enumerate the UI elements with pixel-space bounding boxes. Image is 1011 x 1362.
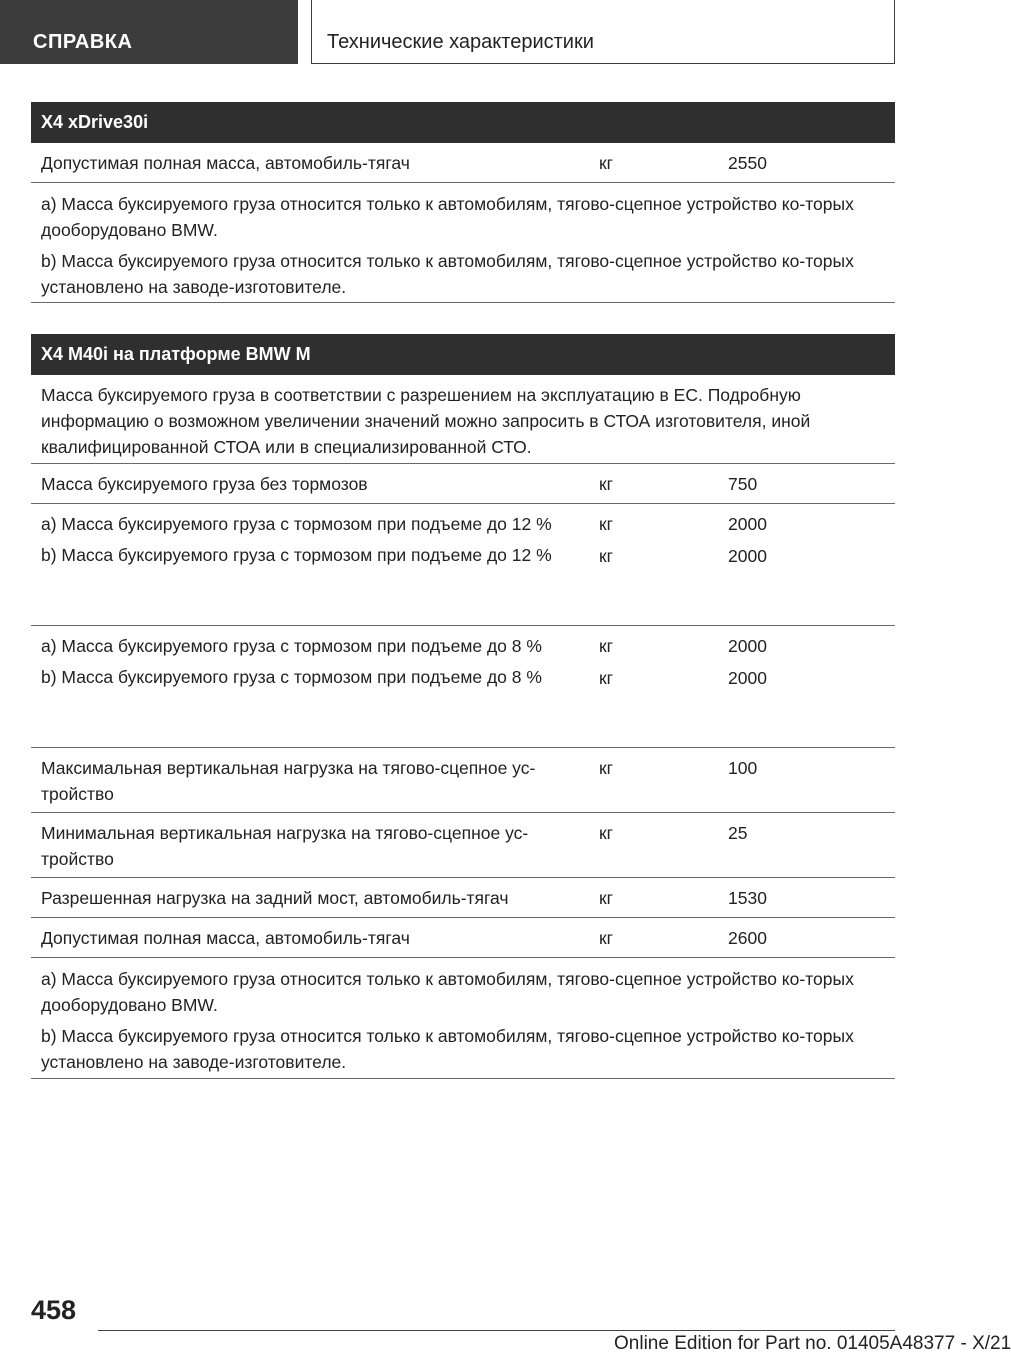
row-unit: кг bbox=[599, 823, 614, 843]
row-label: Разрешенная нагрузка на задний мост, автомобиль-тягач bbox=[41, 888, 509, 908]
row-unit: кг bbox=[599, 474, 614, 494]
row-unit: кг bbox=[599, 888, 614, 908]
footnote-b: b) Масса буксируемого груза относится только к автомобилям, тягово-сцепное устройство ко-торых установлено на заводе-изготовителе. bbox=[41, 251, 854, 297]
row-value: 25 bbox=[728, 823, 748, 843]
table-row bbox=[31, 813, 895, 878]
footer-edition-text: Online Edition for Part no. 01405A48377 - X/21 bbox=[614, 1333, 1011, 1354]
footnotes bbox=[31, 958, 895, 1079]
spec-block-xdrive30i bbox=[31, 102, 895, 303]
table-row bbox=[31, 464, 895, 504]
row-label: Допустимая полная масса, автомобиль-тягач bbox=[41, 153, 410, 173]
row-unit-a: кг bbox=[599, 514, 614, 534]
row-value-b: 2000 bbox=[728, 546, 767, 566]
row-label: Масса буксируемого груза без тормозов bbox=[41, 474, 368, 494]
footnote-a: a) Масса буксируемого груза относится только к автомобилям, тягово-сцепное устройство ко-торых дооборудовано BMW. bbox=[41, 194, 854, 240]
block-title: X4 xDrive30i bbox=[31, 102, 895, 143]
spec-block-m40i bbox=[31, 334, 895, 1079]
row-value: 2550 bbox=[728, 153, 767, 173]
row-label-a: a) Масса буксируемого груза с тормозом при подъеме до 12 % bbox=[41, 514, 552, 534]
footnote-b: b) Масса буксируемого груза относится только к автомобилям, тягово-сцепное устройство ко-торых установлено на заводе-изготовителе. bbox=[41, 1026, 854, 1072]
row-unit-b: кг bbox=[599, 668, 614, 688]
row-unit-b: кг bbox=[599, 546, 614, 566]
intro-text-row bbox=[31, 375, 895, 464]
table-row bbox=[31, 143, 895, 183]
row-value: 750 bbox=[728, 474, 758, 494]
block-title: X4 M40i на платформе BMW M bbox=[31, 334, 895, 375]
row-value: 1530 bbox=[728, 888, 767, 908]
row-label: Максимальная вертикальная нагрузка на тягово-сцепное ус-тройство bbox=[41, 758, 536, 804]
footnotes bbox=[31, 183, 895, 303]
row-value: 100 bbox=[728, 758, 758, 778]
header-section-tab: СПРАВКА bbox=[0, 0, 298, 64]
row-value-b: 2000 bbox=[728, 668, 767, 688]
footer-divider bbox=[98, 1330, 895, 1331]
table-row bbox=[31, 878, 895, 918]
footnote-a: a) Масса буксируемого груза относится только к автомобилям, тягово-сцепное устройство ко-торых дооборудовано BMW. bbox=[41, 969, 854, 1015]
header-chapter-title: Технические характеристики bbox=[311, 0, 895, 64]
row-label: Минимальная вертикальная нагрузка на тягово-сцепное ус-тройство bbox=[41, 823, 529, 869]
row-unit: кг bbox=[599, 153, 614, 173]
intro-text: Масса буксируемого груза в соответствии с разрешением на эксплуатацию в ЕС. Подробную информацию о возможном увеличении значений можно запросить в СТОА изготовителя, иной квалифицированной СТОА или в специализированной СТО. bbox=[41, 385, 811, 457]
table-row bbox=[31, 504, 895, 626]
row-unit: кг bbox=[599, 928, 614, 948]
table-row bbox=[31, 626, 895, 748]
row-value-a: 2000 bbox=[728, 636, 767, 656]
table-row bbox=[31, 918, 895, 958]
row-label-b: b) Масса буксируемого груза с тормозом при подъеме до 8 % bbox=[41, 667, 542, 687]
table-row bbox=[31, 748, 895, 813]
row-label-a: a) Масса буксируемого груза с тормозом при подъеме до 8 % bbox=[41, 636, 542, 656]
row-label: Допустимая полная масса, автомобиль-тягач bbox=[41, 928, 410, 948]
row-unit: кг bbox=[599, 758, 614, 778]
row-unit-a: кг bbox=[599, 636, 614, 656]
row-value-a: 2000 bbox=[728, 514, 767, 534]
row-value: 2600 bbox=[728, 928, 767, 948]
page-number: 458 bbox=[31, 1295, 77, 1325]
row-label-b: b) Масса буксируемого груза с тормозом при подъеме до 12 % bbox=[41, 545, 552, 565]
